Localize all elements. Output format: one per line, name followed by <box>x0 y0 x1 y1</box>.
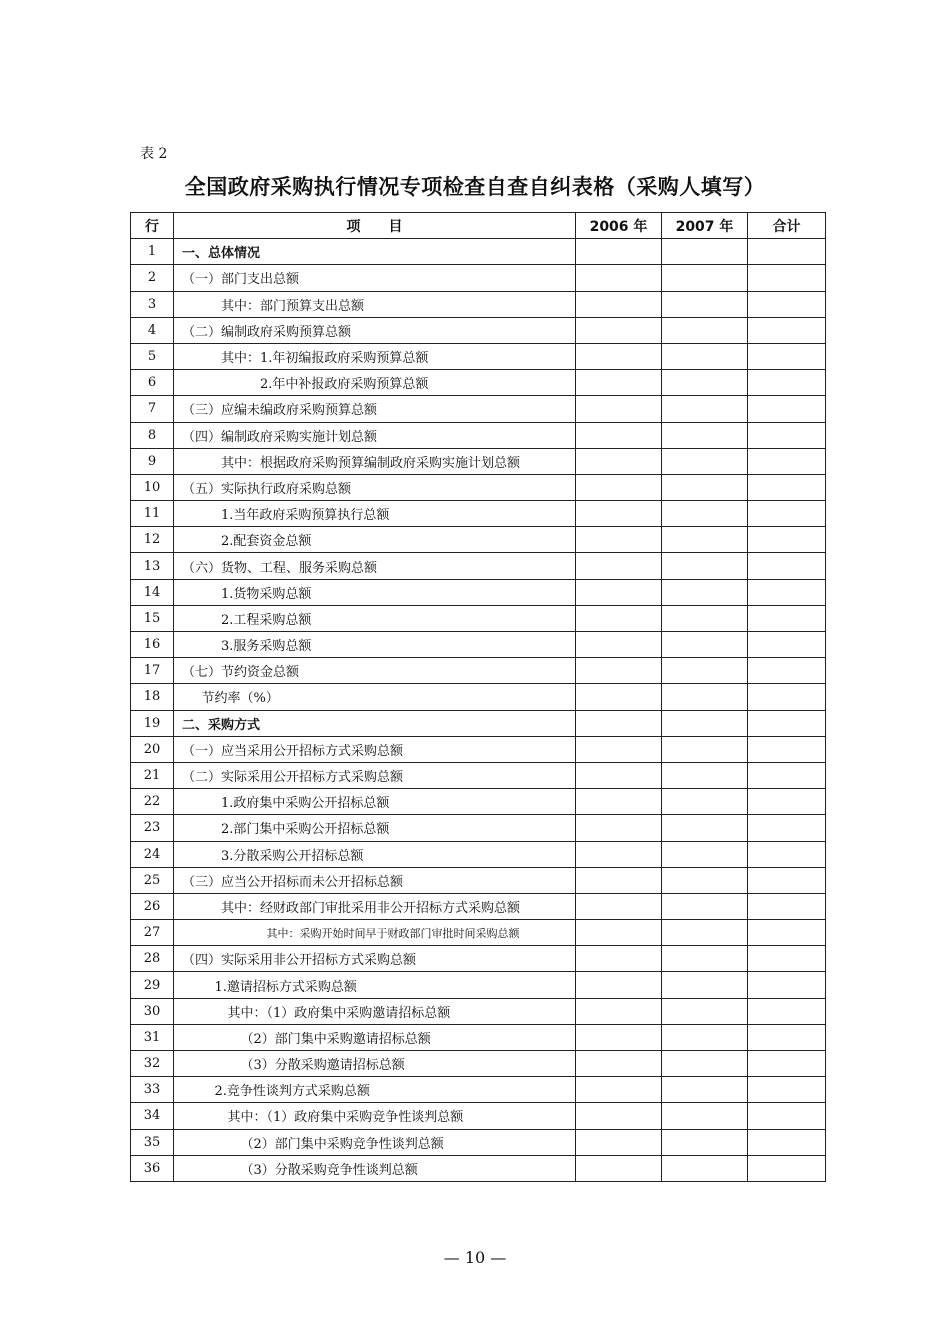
column-header-2006: 2006 年 <box>576 213 662 239</box>
row-number: 9 <box>131 448 174 474</box>
row-number: 19 <box>131 710 174 736</box>
table-row <box>131 998 826 1024</box>
value-total-cell[interactable] <box>748 1155 826 1181</box>
table-row <box>131 370 826 396</box>
table-row <box>131 762 826 788</box>
row-number: 28 <box>131 946 174 972</box>
row-number: 29 <box>131 972 174 998</box>
table-row <box>131 474 826 500</box>
value-2007-cell[interactable] <box>662 448 748 474</box>
value-total-cell[interactable] <box>748 239 826 265</box>
table-row <box>131 501 826 527</box>
row-item-label: 1.政府集中采购公开招标总额 <box>174 789 576 815</box>
column-header-total: 合计 <box>748 213 826 239</box>
row-number: 4 <box>131 317 174 343</box>
table-row <box>131 684 826 710</box>
value-2007-cell[interactable] <box>662 527 748 553</box>
table-row <box>131 527 826 553</box>
value-2006-cell[interactable] <box>576 343 662 369</box>
row-item-label: （五）实际执行政府采购总额 <box>174 474 576 500</box>
table-row <box>131 579 826 605</box>
value-2007-cell[interactable] <box>662 815 748 841</box>
row-number: 27 <box>131 920 174 946</box>
value-total-cell[interactable] <box>748 946 826 972</box>
value-total-cell[interactable] <box>748 1051 826 1077</box>
table-body <box>131 239 826 1182</box>
value-total-cell[interactable] <box>748 920 826 946</box>
row-number: 5 <box>131 343 174 369</box>
row-item-label: 其中：根据政府采购预算编制政府采购实施计划总额 <box>174 448 576 474</box>
value-2007-cell[interactable] <box>662 1129 748 1155</box>
value-total-cell[interactable] <box>748 893 826 919</box>
table-row <box>131 815 826 841</box>
value-2006-cell[interactable] <box>576 658 662 684</box>
table-row <box>131 239 826 265</box>
value-2007-cell[interactable] <box>662 396 748 422</box>
value-2007-cell[interactable] <box>662 1077 748 1103</box>
table-row <box>131 1155 826 1181</box>
value-total-cell[interactable] <box>748 762 826 788</box>
row-number: 33 <box>131 1077 174 1103</box>
value-2006-cell[interactable] <box>576 291 662 317</box>
row-item-label: 其中：经财政部门审批采用非公开招标方式采购总额 <box>174 893 576 919</box>
value-2007-cell[interactable] <box>662 710 748 736</box>
row-item-label: （四）编制政府采购实施计划总额 <box>174 422 576 448</box>
value-total-cell[interactable] <box>748 1024 826 1050</box>
row-item-label: 2.年中补报政府采购预算总额 <box>174 370 576 396</box>
table-row <box>131 1024 826 1050</box>
table-row <box>131 1051 826 1077</box>
document-title: 全国政府采购执行情况专项检查自查自纠表格（采购人填写） <box>184 175 766 199</box>
value-2007-cell[interactable] <box>662 867 748 893</box>
value-2006-cell[interactable] <box>576 448 662 474</box>
value-total-cell[interactable] <box>748 998 826 1024</box>
row-number: 6 <box>131 370 174 396</box>
value-total-cell[interactable] <box>748 736 826 762</box>
row-item-label: 其中：（1）政府集中采购邀请招标总额 <box>174 998 576 1024</box>
table-row <box>131 841 826 867</box>
row-item-label: 1.当年政府采购预算执行总额 <box>174 501 576 527</box>
value-2007-cell[interactable] <box>662 658 748 684</box>
row-number: 36 <box>131 1155 174 1181</box>
row-number: 14 <box>131 579 174 605</box>
column-header-row-number: 行 <box>131 213 174 239</box>
value-2006-cell[interactable] <box>576 972 662 998</box>
value-total-cell[interactable] <box>748 632 826 658</box>
row-item-label: 二、采购方式 <box>174 710 576 736</box>
value-2006-cell[interactable] <box>576 579 662 605</box>
value-2007-cell[interactable] <box>662 972 748 998</box>
value-total-cell[interactable] <box>748 343 826 369</box>
value-2007-cell[interactable] <box>662 684 748 710</box>
row-item-label: （一）应当采用公开招标方式采购总额 <box>174 736 576 762</box>
value-total-cell[interactable] <box>748 1103 826 1129</box>
value-2006-cell[interactable] <box>576 553 662 579</box>
row-item-label: 2.竞争性谈判方式采购总额 <box>174 1077 576 1103</box>
table-row <box>131 893 826 919</box>
self-inspection-table <box>130 212 826 1182</box>
row-item-label: 1.货物采购总额 <box>174 579 576 605</box>
value-total-cell[interactable] <box>748 527 826 553</box>
table-row <box>131 448 826 474</box>
value-2007-cell[interactable] <box>662 1103 748 1129</box>
page-number: — 10 — <box>443 1248 507 1267</box>
value-2007-cell[interactable] <box>662 474 748 500</box>
value-total-cell[interactable] <box>748 265 826 291</box>
table-row <box>131 1077 826 1103</box>
value-total-cell[interactable] <box>748 658 826 684</box>
table-row <box>131 972 826 998</box>
row-number: 25 <box>131 867 174 893</box>
row-item-label: 2.配套资金总额 <box>174 527 576 553</box>
table-header-row <box>131 213 826 239</box>
value-2006-cell[interactable] <box>576 684 662 710</box>
table-row <box>131 396 826 422</box>
row-item-label: （四）实际采用非公开招标方式采购总额 <box>174 946 576 972</box>
row-item-label: （二）编制政府采购预算总额 <box>174 317 576 343</box>
value-total-cell[interactable] <box>748 291 826 317</box>
value-total-cell[interactable] <box>748 972 826 998</box>
value-2007-cell[interactable] <box>662 579 748 605</box>
table-row <box>131 710 826 736</box>
value-2007-cell[interactable] <box>662 998 748 1024</box>
row-item-label: （一）部门支出总额 <box>174 265 576 291</box>
row-number: 8 <box>131 422 174 448</box>
table-row <box>131 317 826 343</box>
row-number: 31 <box>131 1024 174 1050</box>
value-2006-cell[interactable] <box>576 841 662 867</box>
value-2007-cell[interactable] <box>662 291 748 317</box>
row-number: 24 <box>131 841 174 867</box>
value-2007-cell[interactable] <box>662 553 748 579</box>
value-2006-cell[interactable] <box>576 1051 662 1077</box>
table-row <box>131 265 826 291</box>
column-header-2007: 2007 年 <box>662 213 748 239</box>
row-number: 17 <box>131 658 174 684</box>
value-2006-cell[interactable] <box>576 422 662 448</box>
value-2007-cell[interactable] <box>662 946 748 972</box>
value-2006-cell[interactable] <box>576 265 662 291</box>
value-2007-cell[interactable] <box>662 422 748 448</box>
row-item-label: 3.服务采购总额 <box>174 632 576 658</box>
value-total-cell[interactable] <box>748 1077 826 1103</box>
row-item-label: （三）应编未编政府采购预算总额 <box>174 396 576 422</box>
table-row <box>131 867 826 893</box>
table-row <box>131 291 826 317</box>
value-total-cell[interactable] <box>748 474 826 500</box>
value-2007-cell[interactable] <box>662 632 748 658</box>
value-total-cell[interactable] <box>748 553 826 579</box>
value-2006-cell[interactable] <box>576 710 662 736</box>
value-2006-cell[interactable] <box>576 527 662 553</box>
row-item-label: （七）节约资金总额 <box>174 658 576 684</box>
value-2007-cell[interactable] <box>662 893 748 919</box>
value-total-cell[interactable] <box>748 789 826 815</box>
row-item-label: 节约率（%） <box>174 684 576 710</box>
row-number: 35 <box>131 1129 174 1155</box>
value-2007-cell[interactable] <box>662 343 748 369</box>
row-number: 3 <box>131 291 174 317</box>
value-2006-cell[interactable] <box>576 317 662 343</box>
value-total-cell[interactable] <box>748 710 826 736</box>
row-item-label: 其中：部门预算支出总额 <box>174 291 576 317</box>
table-row <box>131 1103 826 1129</box>
value-total-cell[interactable] <box>748 370 826 396</box>
row-number: 20 <box>131 736 174 762</box>
row-number: 11 <box>131 501 174 527</box>
value-total-cell[interactable] <box>748 501 826 527</box>
value-2006-cell[interactable] <box>576 1155 662 1181</box>
value-2006-cell[interactable] <box>576 396 662 422</box>
value-2007-cell[interactable] <box>662 1051 748 1077</box>
value-2006-cell[interactable] <box>576 893 662 919</box>
value-2006-cell[interactable] <box>576 946 662 972</box>
table-label: 表 2 <box>140 146 168 162</box>
row-number: 30 <box>131 998 174 1024</box>
row-number: 7 <box>131 396 174 422</box>
row-number: 10 <box>131 474 174 500</box>
row-item-label: 一、总体情况 <box>174 239 576 265</box>
value-2007-cell[interactable] <box>662 370 748 396</box>
value-total-cell[interactable] <box>748 1129 826 1155</box>
value-2007-cell[interactable] <box>662 265 748 291</box>
row-number: 23 <box>131 815 174 841</box>
row-item-label: 2.部门集中采购公开招标总额 <box>174 815 576 841</box>
value-total-cell[interactable] <box>748 605 826 631</box>
value-2007-cell[interactable] <box>662 920 748 946</box>
row-item-label: （2）部门集中采购邀请招标总额 <box>174 1024 576 1050</box>
value-2007-cell[interactable] <box>662 736 748 762</box>
row-number: 21 <box>131 762 174 788</box>
row-number: 34 <box>131 1103 174 1129</box>
row-number: 1 <box>131 239 174 265</box>
value-total-cell[interactable] <box>748 841 826 867</box>
row-item-label: 1.邀请招标方式采购总额 <box>174 972 576 998</box>
value-2006-cell[interactable] <box>576 605 662 631</box>
value-2007-cell[interactable] <box>662 789 748 815</box>
value-2006-cell[interactable] <box>576 474 662 500</box>
value-2006-cell[interactable] <box>576 815 662 841</box>
row-item-label: 其中：采购开始时间早于财政部门审批时间采购总额 <box>174 920 576 946</box>
row-item-label: （2）部门集中采购竞争性谈判总额 <box>174 1129 576 1155</box>
value-2007-cell[interactable] <box>662 317 748 343</box>
value-2007-cell[interactable] <box>662 762 748 788</box>
row-number: 12 <box>131 527 174 553</box>
row-item-label: （三）应当公开招标而未公开招标总额 <box>174 867 576 893</box>
value-2006-cell[interactable] <box>576 1103 662 1129</box>
value-2006-cell[interactable] <box>576 736 662 762</box>
row-item-label: （3）分散采购邀请招标总额 <box>174 1051 576 1077</box>
row-number: 13 <box>131 553 174 579</box>
row-item-label: 其中：（1）政府集中采购竞争性谈判总额 <box>174 1103 576 1129</box>
value-total-cell[interactable] <box>748 815 826 841</box>
value-2007-cell[interactable] <box>662 501 748 527</box>
row-number: 32 <box>131 1051 174 1077</box>
table-row <box>131 736 826 762</box>
value-2006-cell[interactable] <box>576 1024 662 1050</box>
value-2006-cell[interactable] <box>576 1129 662 1155</box>
row-number: 22 <box>131 789 174 815</box>
row-number: 15 <box>131 605 174 631</box>
row-number: 2 <box>131 265 174 291</box>
table-row <box>131 920 826 946</box>
row-number: 16 <box>131 632 174 658</box>
value-2007-cell[interactable] <box>662 605 748 631</box>
value-2006-cell[interactable] <box>576 501 662 527</box>
value-2006-cell[interactable] <box>576 370 662 396</box>
value-2007-cell[interactable] <box>662 841 748 867</box>
table-row <box>131 343 826 369</box>
value-total-cell[interactable] <box>748 448 826 474</box>
table-row <box>131 632 826 658</box>
value-2007-cell[interactable] <box>662 1024 748 1050</box>
value-2006-cell[interactable] <box>576 789 662 815</box>
value-2006-cell[interactable] <box>576 998 662 1024</box>
row-item-label: 其中：1.年初编报政府采购预算总额 <box>174 343 576 369</box>
column-header-item: 项 目 <box>174 213 576 239</box>
value-2006-cell[interactable] <box>576 239 662 265</box>
value-total-cell[interactable] <box>748 317 826 343</box>
value-2007-cell[interactable] <box>662 239 748 265</box>
table-row <box>131 658 826 684</box>
value-total-cell[interactable] <box>748 867 826 893</box>
row-number: 18 <box>131 684 174 710</box>
value-2006-cell[interactable] <box>576 762 662 788</box>
row-item-label: 3.分散采购公开招标总额 <box>174 841 576 867</box>
value-total-cell[interactable] <box>748 579 826 605</box>
value-total-cell[interactable] <box>748 422 826 448</box>
table-row <box>131 605 826 631</box>
table-row <box>131 1129 826 1155</box>
table-row <box>131 946 826 972</box>
row-number: 26 <box>131 893 174 919</box>
value-2007-cell[interactable] <box>662 1155 748 1181</box>
value-2006-cell[interactable] <box>576 1077 662 1103</box>
value-2006-cell[interactable] <box>576 920 662 946</box>
row-item-label: （3）分散采购竞争性谈判总额 <box>174 1155 576 1181</box>
value-2006-cell[interactable] <box>576 632 662 658</box>
value-total-cell[interactable] <box>748 396 826 422</box>
table-row <box>131 422 826 448</box>
value-2006-cell[interactable] <box>576 867 662 893</box>
row-item-label: （二）实际采用公开招标方式采购总额 <box>174 762 576 788</box>
row-item-label: 2.工程采购总额 <box>174 605 576 631</box>
row-item-label: （六）货物、工程、服务采购总额 <box>174 553 576 579</box>
value-total-cell[interactable] <box>748 684 826 710</box>
table-row <box>131 789 826 815</box>
table-row <box>131 553 826 579</box>
